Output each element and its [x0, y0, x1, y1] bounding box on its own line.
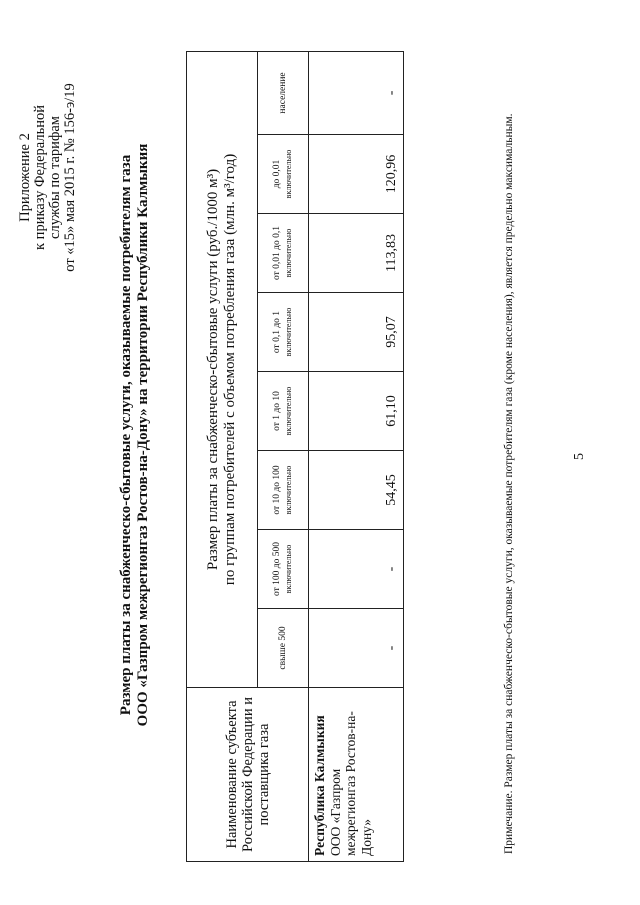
- group-header-line-2: по группам потребителей с объемом потребления газа (млн. м³/год): [222, 153, 238, 586]
- group-header-line-1: Размер платы за снабженческо-сбытовые услуги (руб./1000 м³): [205, 168, 221, 571]
- column-header-top: от 0,01 до 0,1: [272, 226, 282, 280]
- document-title: [118, 40, 152, 830]
- column-header-100-500: [258, 530, 309, 609]
- column-header-10-100: [258, 451, 309, 530]
- column-header-bottom: включительно: [284, 465, 293, 515]
- region-name: Республика Калмыкия: [312, 715, 327, 856]
- value-cell: 113,83: [309, 214, 404, 293]
- value-cell: 61,10: [309, 372, 404, 451]
- column-header-population: [258, 51, 309, 134]
- column-header-bottom: включительно: [284, 544, 293, 594]
- column-header-bottom: включительно: [284, 149, 293, 199]
- footnote: Примечание. Размер платы за снабженческо-сбытовые услуги, оказываемые потребителям газа (кроме населения), является предельно максимальным.: [503, 113, 515, 854]
- appendix-header: [18, 5, 78, 350]
- appendix-line-4: от «15» мая 2015 г. № 156-э/19: [62, 83, 78, 272]
- column-header-top: от 1 до 10: [272, 391, 282, 431]
- table-row: [309, 51, 404, 861]
- page-number: 5: [572, 453, 587, 460]
- appendix-line-3: службы по тарифам: [47, 116, 63, 239]
- column-header-over-500: [258, 609, 309, 688]
- column-header-0.1-1: [258, 293, 309, 372]
- appendix-line-1: Приложение 2: [17, 133, 33, 222]
- column-header-bottom: включительно: [284, 386, 293, 436]
- value-cell: -: [309, 530, 404, 609]
- column-header-top: свыше 500: [277, 626, 288, 670]
- appendix-line-2: к приказу Федеральной: [32, 105, 48, 250]
- column-header-1-10: [258, 372, 309, 451]
- name-column-header: Наименование субъекта Российской Федерации и поставщика газа: [187, 688, 309, 862]
- column-header-top: от 100 до 500: [272, 542, 282, 596]
- value-cell: -: [309, 609, 404, 688]
- value-cell: -: [309, 51, 404, 134]
- value-cell: 95,07: [309, 293, 404, 372]
- value-cell: 54,45: [309, 451, 404, 530]
- row-name-cell: [309, 688, 404, 862]
- column-header-top: от 0,1 до 1: [272, 310, 282, 354]
- column-header-top: от 10 до 100: [272, 465, 282, 515]
- column-header-bottom: включительно: [284, 228, 293, 278]
- tariff-table: [186, 51, 404, 862]
- title-line-1: Размер платы за снабженческо-сбытовые услуги, оказываемые потребителям газа: [118, 154, 134, 716]
- column-header-under-0.01: [258, 135, 309, 214]
- column-header-0.01-0.1: [258, 214, 309, 293]
- column-header-top: до 0,01: [272, 159, 282, 189]
- column-header-bottom: включительно: [284, 307, 293, 357]
- column-header-top: население: [277, 72, 288, 114]
- value-cell: 120,96: [309, 135, 404, 214]
- supplier-name: ООО «Газпром межрегионгаз Ростов-на-Дону»: [327, 711, 374, 856]
- group-header: [187, 51, 258, 687]
- title-line-2: ООО «Газпром межрегионгаз Ростов-на-Дону» на территории Республики Калмыкия: [135, 143, 151, 727]
